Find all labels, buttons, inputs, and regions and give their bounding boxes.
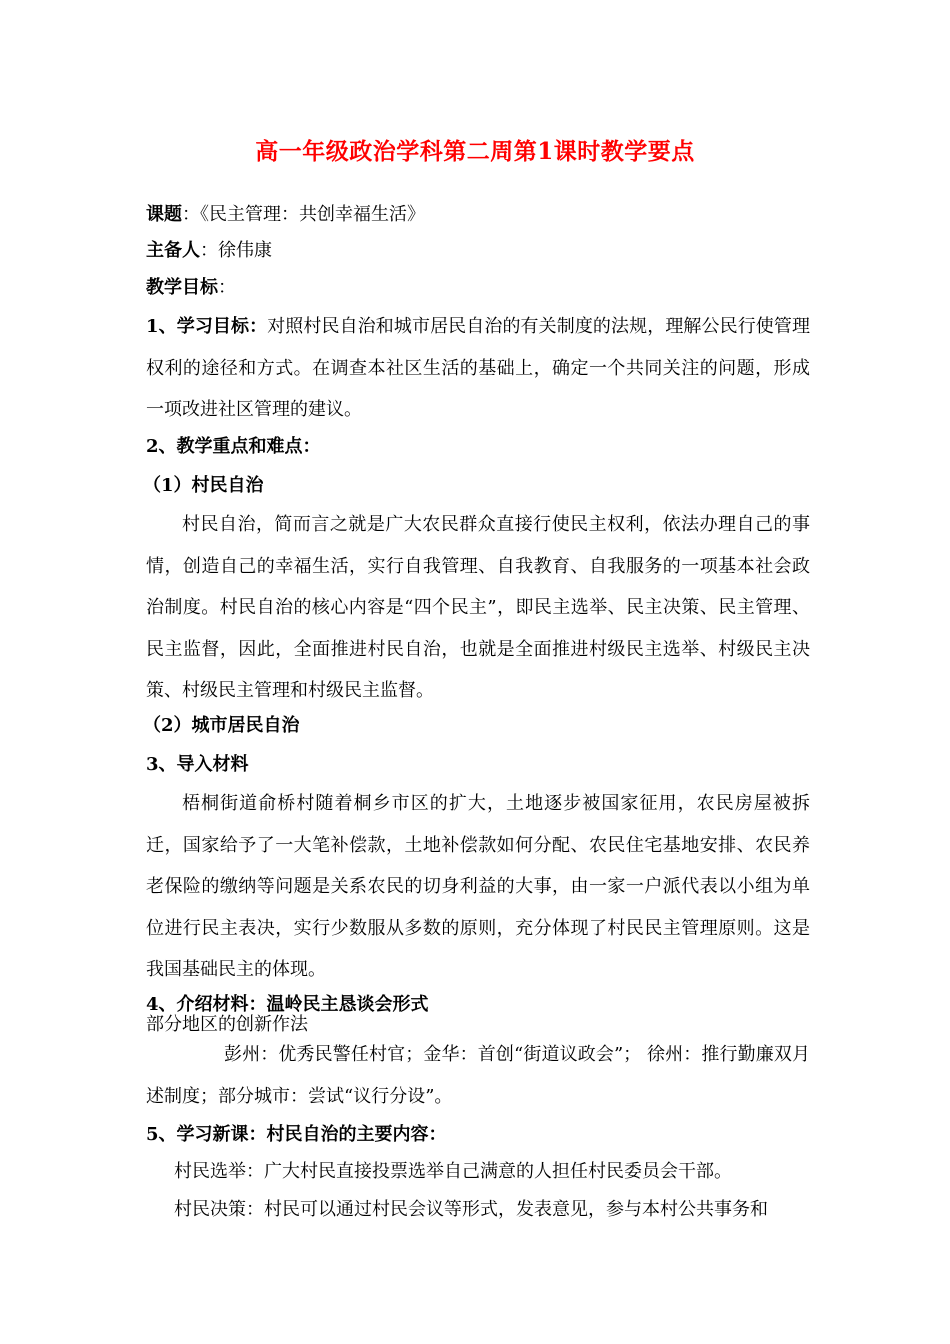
document-title: 高一年级政治学科第二周第1课时教学要点 <box>255 138 695 165</box>
topic-value: 《民主管理：共创幸福生活》 <box>200 204 425 225</box>
goals-line <box>146 267 810 308</box>
section-5-item-2: 村民决策：村民可以通过村民会议等形式，发表意见，参与本村公共事务和 <box>174 1199 768 1220</box>
section-4-heading: 4、介绍材料：温岭民主恳谈会形式 <box>146 994 429 1015</box>
section-3-paragraph: 梧桐街道俞桥村随着桐乡市区的扩大，土地逐步被国家征用，农民房屋被拆迁，国家给予了一大笔补偿款，土地补偿款如何分配、农民住宅基地安排、农民养老保险的缴纳等问题是关系农民的切身利益的大事，由一家一户派代表以小组为单位进行民主表决，实行少数服从多数的原则，充分体现了村民民主管理原则。这是我国基础民主的体现。 <box>146 793 810 980</box>
section-1-paragraph <box>146 306 810 431</box>
preparer-separator: ： <box>200 240 218 261</box>
section-2-subheading-1: （1）村民自治 <box>143 475 264 496</box>
section-2-heading: 2、教学重点和难点： <box>146 436 321 457</box>
topic-separator: ： <box>182 204 200 225</box>
section-5-item-1: 村民选举：广大村民直接投票选举自己满意的人担任村民委员会干部。 <box>174 1161 732 1182</box>
preparer-label: 主备人 <box>146 240 200 261</box>
topic-label: 课题 <box>146 204 182 225</box>
section-3-heading: 3、导入材料 <box>146 754 249 775</box>
section-4-line: 部分地区的创新作法 <box>146 1014 308 1035</box>
preparer-line <box>146 230 810 271</box>
section-5-heading: 5、学习新课：村民自治的主要内容： <box>146 1124 447 1145</box>
section-4-paragraph: 彭州：优秀民警任村官；金华：首创“街道议政会”； 徐州：推行勤廉双月述制度；部分城市：尝试“议行分设”。 <box>146 1044 810 1107</box>
goals-label: 教学目标 <box>146 277 218 298</box>
section-1-text: 对照村民自治和城市居民自治的有关制度的法规，理解公民行使管理权利的途径和方式。在调查本社区生活的基础上，确定一个共同关注的问题，形成一项改进社区管理的建议。 <box>146 316 810 420</box>
section-2-subheading-2: （2）城市居民自治 <box>143 715 300 736</box>
preparer-value: 徐伟康 <box>218 240 272 261</box>
topic-line <box>146 194 810 235</box>
section-1-label: 1、学习目标： <box>146 316 268 337</box>
section-2-paragraph-1: 村民自治，简而言之就是广大农民群众直接行使民主权利，依法办理自己的事情，创造自己的幸福生活，实行自我管理、自我教育、自我服务的一项基本社会政治制度。村民自治的核心内容是“四个民主”，即民主选举、民主决策、民主管理、民主监督，因此，全面推进村民自治，也就是全面推进村级民主选举、村级民主决策、村级民主管理和村级民主监督。 <box>146 514 810 701</box>
goals-separator: ： <box>218 277 236 298</box>
